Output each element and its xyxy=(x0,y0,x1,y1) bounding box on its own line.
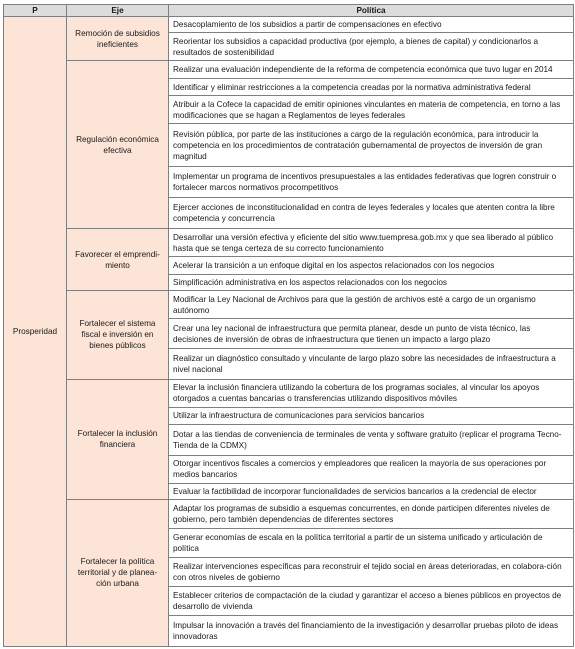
policy-cell: Atribuir a la Cofece la capacidad de emitir opiniones vinculantes en materia de competencia, en torno a las modificaciones que se hagan a Reglamentos de leyes federales xyxy=(169,96,574,124)
policy-cell: Reorientar los subsidios a capacidad productiva (por ejemplo, a bienes de capital) y condicionarlos a resultados de sostenibilidad xyxy=(169,33,574,61)
table-row xyxy=(4,379,574,407)
policy-cell: Adaptar los programas de subsidio a esquemas concurrentes, en donde participen diferentes niveles de gobierno, pero también dependencias de diferentes sectores xyxy=(169,499,574,528)
eje-cell: Remoción de subsidios ineficientes xyxy=(67,17,169,61)
table-row xyxy=(4,499,574,528)
table-body xyxy=(4,17,574,647)
policy-cell: Desarrollar una versión efectiva y eficiente del sitio www.tuempresa.gob.mx y que sea liberado al público hasta que se tenga certeza de su correcto funcionamiento xyxy=(169,229,574,257)
policy-cell: Acelerar la transición a un enfoque digital en los aspectos relacionados con los negocios xyxy=(169,257,574,274)
policy-cell: Identificar y eliminar restricciones a la competencia creadas por la normativa administrativa federal xyxy=(169,78,574,95)
table-row xyxy=(4,229,574,257)
policy-cell: Impulsar la innovación a través del financiamiento de la investigación y desarrollar pruebas piloto de ideas innovadoras xyxy=(169,616,574,647)
policy-cell: Modificar la Ley Nacional de Archivos para que la gestión de archivos esté a cargo de un organismo autónomo xyxy=(169,291,574,319)
policy-cell: Simplificación administrativa en los aspectos relacionados con los negocios xyxy=(169,274,574,290)
header-politica: Política xyxy=(169,5,574,17)
eje-cell: Fortalecer la inclusión financiera xyxy=(67,379,169,499)
policy-cell: Otorgar incentivos fiscales a comercios y empleadores que realicen la mayoría de sus operaciones por medios bancarios xyxy=(169,455,574,483)
eje-cell: Favorecer el emprendi-miento xyxy=(67,229,169,291)
table-row xyxy=(4,61,574,78)
header-eje: Eje xyxy=(67,5,169,17)
eje-cell: Fortalecer el sistema fiscal e inversión en bienes públicos xyxy=(67,291,169,380)
table-row xyxy=(4,291,574,319)
policy-cell: Dotar a las tiendas de conveniencia de terminales de venta y software gratuito (replicar el programa Tecno-Tienda de la CDMX) xyxy=(169,425,574,455)
policy-cell: Realizar una evaluación independiente de la reforma de competencia económica que tuvo lugar en 2014 xyxy=(169,61,574,78)
header-p: P xyxy=(4,5,67,17)
header-row xyxy=(4,5,574,17)
policy-cell: Desacoplamiento de los subsidios a partir de compensaciones en efectivo xyxy=(169,17,574,33)
table-row xyxy=(4,17,574,33)
policy-cell: Establecer criterios de compactación de la ciudad y garantizar el acceso a bienes públicos en proyectos de desarrollo de vivienda xyxy=(169,587,574,616)
policy-cell: Utilizar la infraestructura de comunicaciones para servicios bancarios xyxy=(169,407,574,424)
policy-cell: Implementar un programa de incentivos presupuestales a las entidades federativas que logren construir o fortalecer marcos normativos procompetitivos xyxy=(169,167,574,197)
pilar-cell: Prosperidad xyxy=(4,17,67,647)
policy-cell: Realizar intervenciones específicas para reconstruir el tejido social en áreas deterioradas, en colabora-ción con otros niveles de gobierno xyxy=(169,558,574,587)
policy-cell: Revisión pública, por parte de las instituciones a cargo de la regulación económica, para introducir la competencia en los procedimientos de contratación gubernamental de proyectos de inversión de gran magnitud xyxy=(169,124,574,167)
policy-table xyxy=(3,4,574,647)
policy-cell: Ejercer acciones de inconstitucionalidad en contra de leyes federales y locales que atenten contra la libre competencia y concurrencia xyxy=(169,197,574,228)
policy-cell: Generar economías de escala en la política territorial a partir de un sistema unificado y articulación de política xyxy=(169,529,574,558)
policy-cell: Crear una ley nacional de infraestructura que permita planear, desde un punto de vista técnico, las decisiones de inversión de obras de infraestructura que tienen un impacto a largo plazo xyxy=(169,319,574,349)
eje-cell: Regulación económica efectiva xyxy=(67,61,169,229)
eje-cell: Fortalecer la política territorial y de planea-ción urbana xyxy=(67,499,169,646)
policy-cell: Realizar un diagnóstico consultado y vinculante de largo plazo sobre las necesidades de infraestructura a nivel nacional xyxy=(169,349,574,379)
policy-cell: Evaluar la factibilidad de incorporar funcionalidades de servicios bancarios a la credencial de elector xyxy=(169,483,574,499)
policy-cell: Elevar la inclusión financiera utilizando la cobertura de los programas sociales, al vincular los apoyos otorgados a cuentas bancarias o transferencias utilizando dispositivos móviles xyxy=(169,379,574,407)
